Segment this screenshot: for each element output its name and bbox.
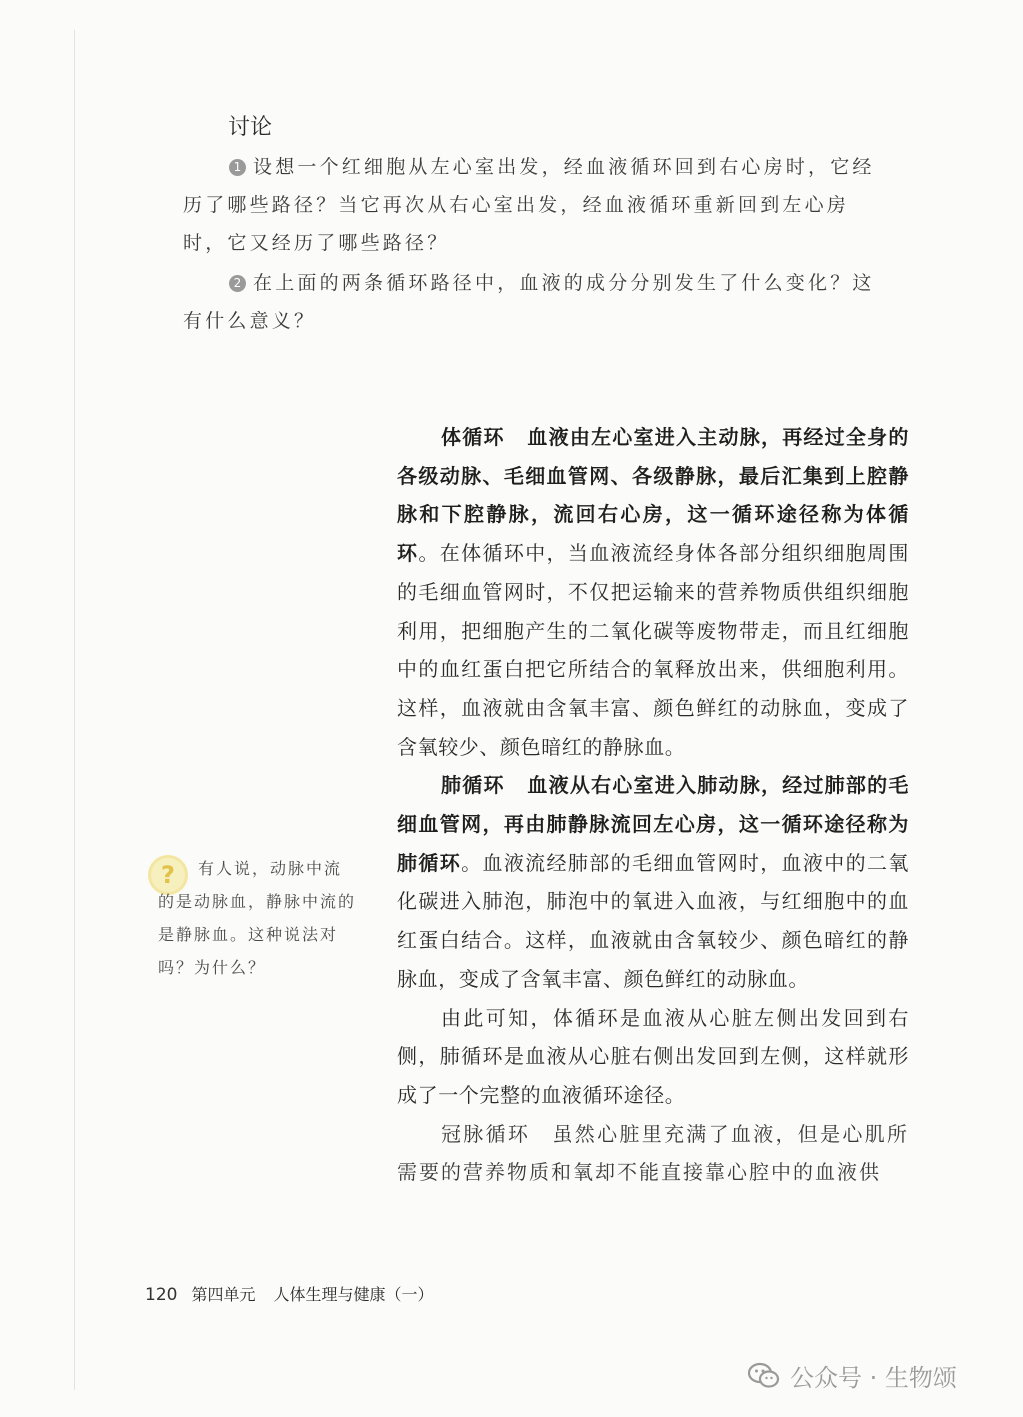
pulmonary-definition: 血液从右心室进入肺动脉，经过肺部的毛细血管网，再由肺静脉流回左心房，这一循环途径称为肺循环: [397, 773, 909, 875]
systemic-circulation-paragraph: [397, 418, 909, 766]
pulmonary-explanation: 。血液流经肺部的毛细血管网时，血液中的二氧化碳进入肺泡，肺泡中的氧进入血液，与红细胞中的血红蛋白结合。这样，血液就由含氧较少、颜色暗红的静脉血，变成了含氧丰富、颜色鲜红的动脉血。: [397, 850, 909, 991]
term-systemic-circulation: 体循环: [441, 425, 505, 449]
systemic-explanation: 。在体循环中，当血液流经身体各部分组织细胞周围的毛细血管网时，不仅把运输来的营养物质供组织细胞利用，把细胞产生的二氧化碳等废物带走，而且红细胞中的血红蛋白把它所结合的氧释放出来，供细胞利用。这样，血液就由含氧丰富、颜色鲜红的动脉血，变成了含氧较少、颜色暗红的静脉血。: [397, 541, 909, 759]
number-badge-2: 2: [229, 275, 246, 292]
discussion-item-text: 在上面的两条循环路径中，血液的成分分别发生了什么变化？这有什么意义？: [183, 272, 875, 332]
wechat-icon: [748, 1362, 780, 1390]
main-text-column: [397, 418, 909, 1192]
term-pulmonary-circulation: 肺循环: [441, 773, 505, 798]
unit-title: 人体生理与健康（一）: [273, 1285, 434, 1304]
page-gutter-line: [74, 30, 75, 1390]
coronary-text: 虽然心脏里充满了血液，但是心肌所需要的营养物质和氧却不能直接靠心腔中的血液供: [397, 1121, 910, 1185]
page-footer: [145, 1282, 433, 1305]
unit-label: 第四单元: [191, 1285, 256, 1304]
question-mark-icon: ?: [148, 855, 188, 895]
coronary-circulation-paragraph: [397, 1115, 909, 1192]
watermark: [748, 1358, 957, 1393]
term-coronary-circulation: 冠脉循环: [441, 1121, 531, 1146]
margin-question-note: 有人说，动脉中流的是动脉血，静脉中流的是静脉血。这种说法对吗？为什么？: [158, 859, 357, 977]
discussion-item-2: [183, 264, 889, 340]
summary-paragraph: 由此可知，体循环是血液从心脏左侧出发回到右侧，肺循环是血液从心脏右侧出发回到左侧，这样就形成了一个完整的血液循环途径。: [397, 1005, 909, 1107]
watermark-text: 公众号 · 生物颂: [790, 1364, 957, 1392]
pulmonary-circulation-paragraph: [397, 766, 909, 998]
number-badge-1: 1: [229, 159, 246, 176]
discussion-title: 讨论: [228, 115, 273, 140]
discussion-item-text: 设想一个红细胞从左心室出发，经血液循环回到右心房时，它经历了哪些路径？当它再次从右心室出发，经血液循环重新回到左心房时，它又经历了哪些路径？: [183, 156, 875, 254]
systemic-definition: 血液由左心室进入主动脉，再经过全身的各级动脉、毛细血管网、各级静脉，最后汇集到上腔静脉和下腔静脉，流回右心房，这一循环途径称为体循环: [397, 425, 909, 566]
page-number: 120: [145, 1285, 178, 1305]
discussion-item-1: [183, 148, 889, 262]
